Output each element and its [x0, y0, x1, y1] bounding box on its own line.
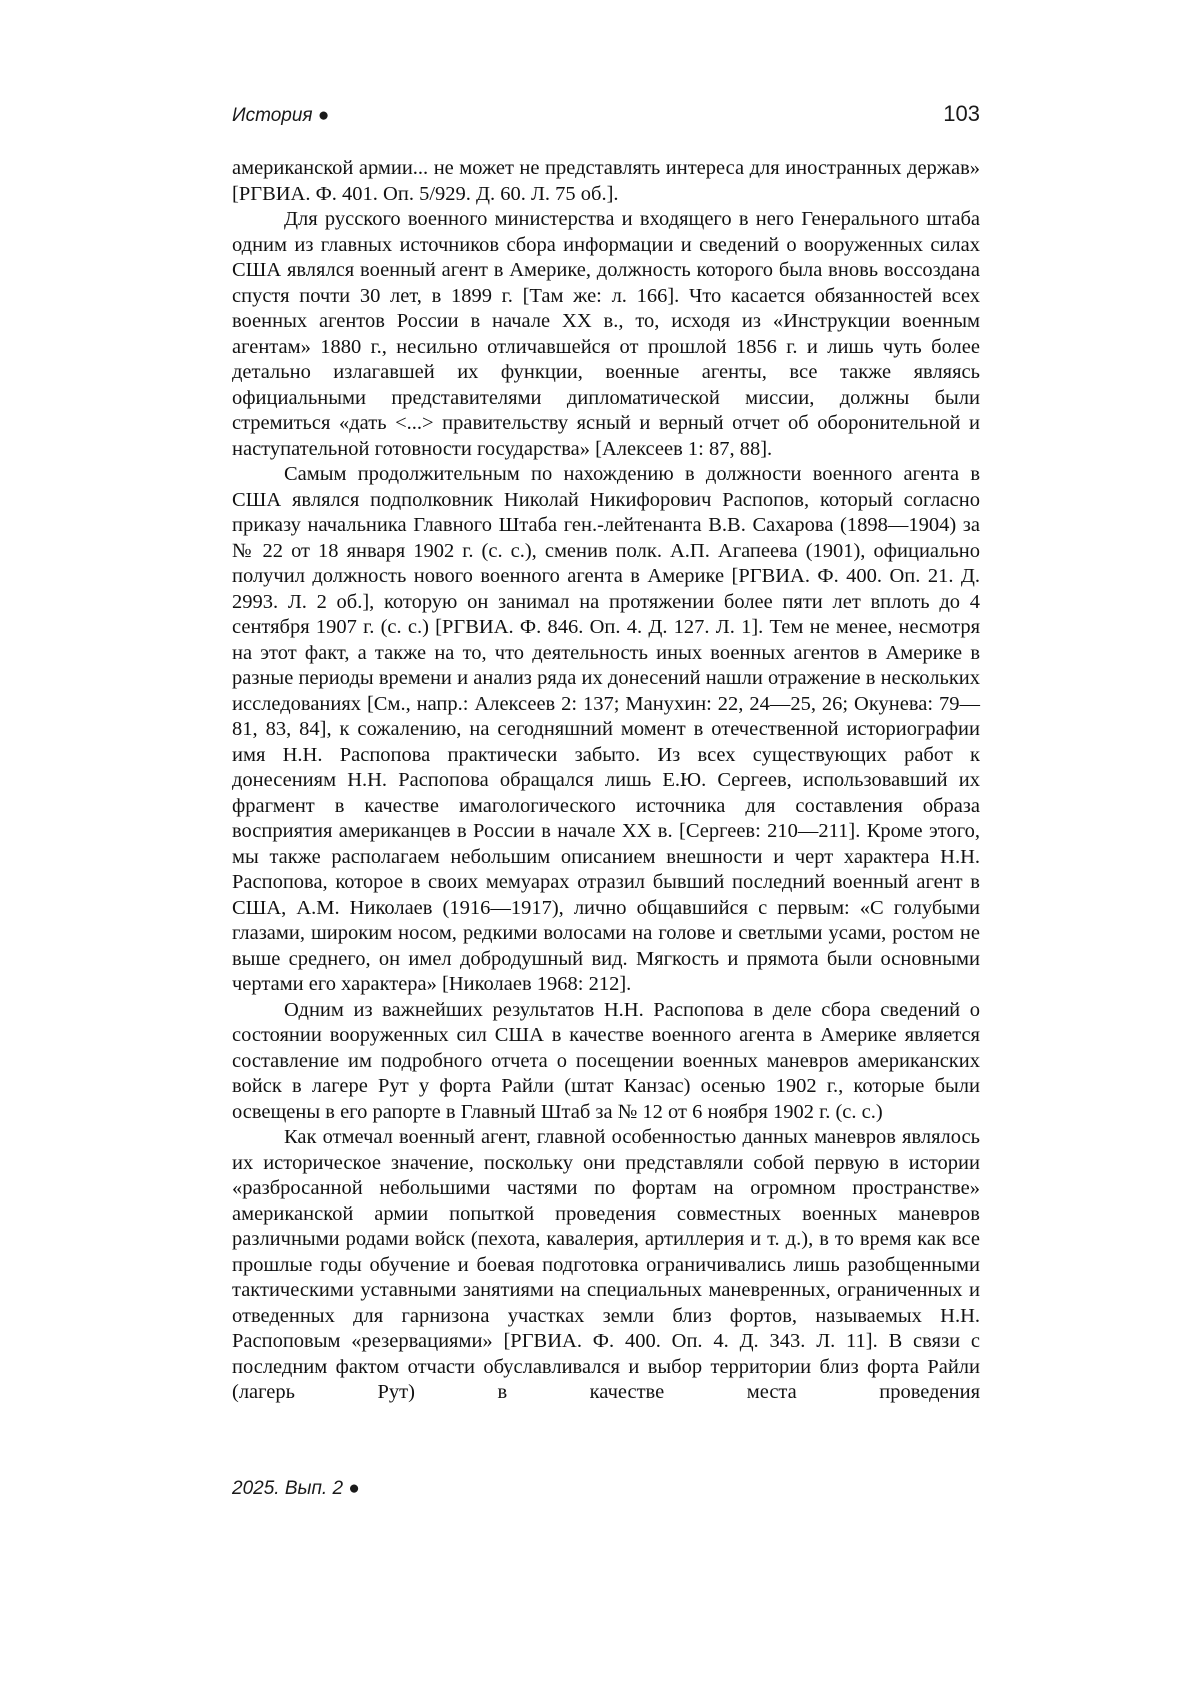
footer-issue: 2025. Вып. 2 ●: [232, 1478, 360, 1499]
paragraph-continuation: американской армии... не может не представлять интереса для иностранных держав» [РГВИА. Ф. 401. Оп. 5/929. Д. 60. Л. 75 об.].: [232, 157, 980, 205]
article-body: [232, 156, 980, 1406]
paragraph: Как отмечал военный агент, главной особенностью данных маневров являлось их историческое значение, поскольку они представляли собой первую в истории «разбросанной небольшими частями по фортам на огромном пространстве» американской армии попыткой проведения совместных военных маневров различными родами войск (пехота, кавалерия, артиллерия и т. д.), в то время как все прошлые годы обучение и боевая подготовка ограничивались лишь разобщенными тактическими уставными занятиями на специальных маневренных, ограниченных и отведенных для гарнизона участках земли близ фортов, называемых Н.Н. Распоповым «резервациями» [РГВИА. Ф. 400. Оп. 4. Д. 343. Л. 11]. В связи с последним фактом отчасти обуславливался и выбор территории близ форта Райли (лагерь Рут) в качестве места проведения: [232, 1126, 980, 1403]
paragraph: Самым продолжительным по нахождению в должности военного агента в США являлся подполковник Николай Никифорович Распопов, который согласно приказу начальника Главного Штаба ген.-лейтенанта В.В. Сахарова (1898—1904) за № 22 от 18 января 1902 г. (с. с.), сменив полк. А.П. Агапеева (1901), официально получил должность нового военного агента в Америке [РГВИА. Ф. 400. Оп. 21. Д. 2993. Л. 2 об.], которую он занимал на протяжении более пяти лет вплоть до 4 сентября 1907 г. (с. с.) [РГВИА. Ф. 846. Оп. 4. Д. 127. Л. 1]. Тем не менее, несмотря на этот факт, а также на то, что деятельность иных военных агентов в Америке в разные периоды времени и анализ ряда их донесений нашли отражение в нескольких исследованиях [См., напр.: Алексеев 2: 137; Манухин: 22, 24—25, 26; Окунева: 79—81, 83, 84], к сожалению, на сегодняшний момент в отечественной историографии имя Н.Н. Распопова практически забыто. Из всех существующих работ к донесениям Н.Н. Распопова обращался лишь Е.Ю. Сергеев, использовавший их фрагмент в качестве имагологического источника для составления образа восприятия американцев в России в начале XX в. [Сергеев: 210—211]. Кроме этого, мы также располагаем небольшим описанием внешности и черт характера Н.Н. Распопова, которое в своих мемуарах отразил бывший последний военный агент в США, А.М. Николаев (1916—1917), лично общавшийся с первым: «С голубыми глазами, широким носом, редкими волосами на голове и светлыми усами, ростом не выше среднего, он имел добродушный вид. Мягкость и прямота были основными чертами его характера» [Николаев 1968: 212].: [232, 463, 980, 995]
running-head-section: История ●: [232, 105, 330, 126]
paragraph: Одним из важнейших результатов Н.Н. Распопова в деле сбора сведений о состоянии вооруженных сил США в качестве военного агента в Америке является составление им подробного отчета о посещении военных маневров американских войск в лагере Рут у форта Райли (штат Канзас) осенью 1902 г., которые были освещены в его рапорте в Главный Штаб за № 12 от 6 ноября 1902 г. (с. с.): [232, 998, 980, 1123]
paragraph: Для русского военного министерства и входящего в него Генерального штаба одним из главных источников сбора информации и сведений о вооруженных силах США являлся военный агент в Америке, должность которого была вновь воссоздана спустя почти 30 лет, в 1899 г. [Там же: л. 166]. Что касается обязанностей всех военных агентов России в начале XX в., то, исходя из «Инструкции военным агентам» 1880 г., несильно отличавшейся от прошлой 1856 г. и лишь чуть более детально излагавшей их функции, военные агенты, все также являясь официальными представителями дипломатической миссии, должны были стремиться «дать <...> правительству ясный и верный отчет об оборонительной и наступательной готовности государства» [Алексеев 1: 87, 88].: [232, 208, 980, 460]
page-number: 103: [943, 101, 980, 126]
